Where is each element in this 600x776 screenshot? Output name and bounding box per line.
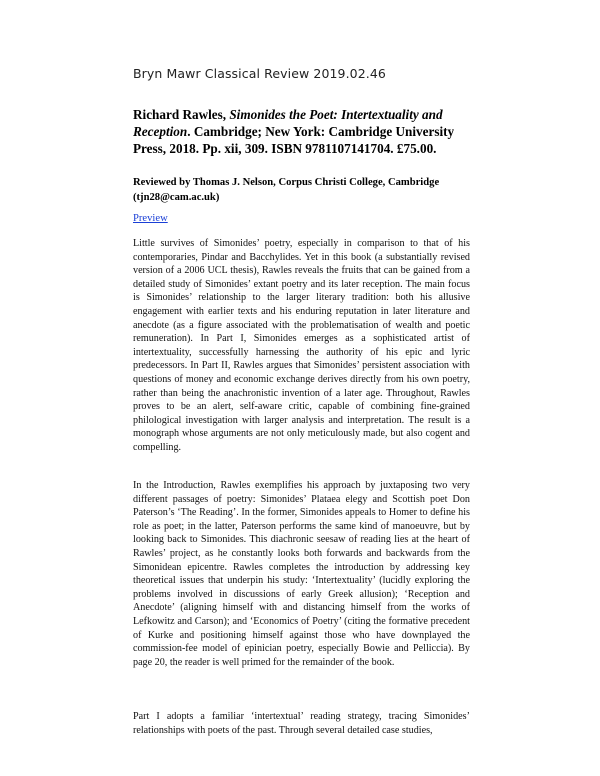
book-publication-details: . Cambridge; New York: Cambridge University Press, 2018. Pp. xii, 309. ISBN 9781107141704. £75.00. bbox=[133, 124, 455, 156]
review-paragraph-3: Part I adopts a familiar ‘intertextual’ reading strategy, tracing Simonides’ relationships with poets of the past. Through several detailed case studies, bbox=[133, 711, 470, 736]
book-author: Richard Rawles, bbox=[133, 107, 230, 122]
book-title: Simonides the Poet: Intertextuality and Reception bbox=[133, 107, 443, 139]
journal-masthead: Bryn Mawr Classical Review 2019.02.46 bbox=[133, 66, 386, 81]
preview-link[interactable]: Preview bbox=[133, 213, 168, 224]
review-paragraph-1: Little survives of Simonides’ poetry, especially in comparison to that of his contemporaries, Pindar and Bacchylides. Yet in this book (a substantially revised version of a 2006 UCL thesis), Rawles reveals the fruits that can be gained from a detailed study of Simonides’ extant poetry and its later reception. The main focus is Simonides’ relationship to the larger literary tradition: both his allusive engagement with earlier texts and his enduring reputation in later literature and anecdote (as a figure associated with the problematisation of wealth and poetic remuneration). In Part I, Simonides emerges as a sophisticated artist of intertextuality, successfully harnessing the authority of his epic and lyric predecessors. In Part II, Rawles argues that Simonides’ persistent association with questions of money and economic exchange derives directly from his own poetry, rather than being the anachronistic invention of a later age. Throughout, Rawles proves to be an alert, self-aware critic, capable of combining fine-grained philological investigation with larger analysis and interpretation. The result is a monograph whose arguments are not only meticulously made, but also cogent and compelling. bbox=[133, 238, 470, 453]
book-citation bbox=[133, 106, 473, 157]
review-paragraph-2: In the Introduction, Rawles exemplifies his approach by juxtaposing two very different passages of poetry: Simonides’ Plataea elegy and Scottish poet Don Paterson’s ‘The Reading’. In the former, Simonides appeals to Homer to define his role as poet; in the latter, Paterson performs the same kind of manoeuvre, but by looking back to Simonides. This diachronic seesaw of reading lies at the heart of Rawles’ project, as he constantly looks both forwards and backwards from the Simonidean epicentre. Rawles completes the introduction by addressing key theoretical issues that underpin his study: ‘Intertextuality’ (lucidly exploring the problems involved in discussions of early Greek allusion); ‘Reception and Anecdote’ (aligning himself with and distancing himself from the works of Lefkowitz and Carson); and ‘Economics of Poetry’ (citing the formative precedent of Kurke and positioning himself against those who have downplayed the commission-fee model of epinician poetry, especially Bowie and Pelliccia). By page 20, the reader is well primed for the remainder of the book. bbox=[133, 480, 470, 668]
reviewer-line: Reviewed by Thomas J. Nelson, Corpus Christi College, Cambridge (tjn28@cam.ac.uk) bbox=[133, 177, 440, 203]
